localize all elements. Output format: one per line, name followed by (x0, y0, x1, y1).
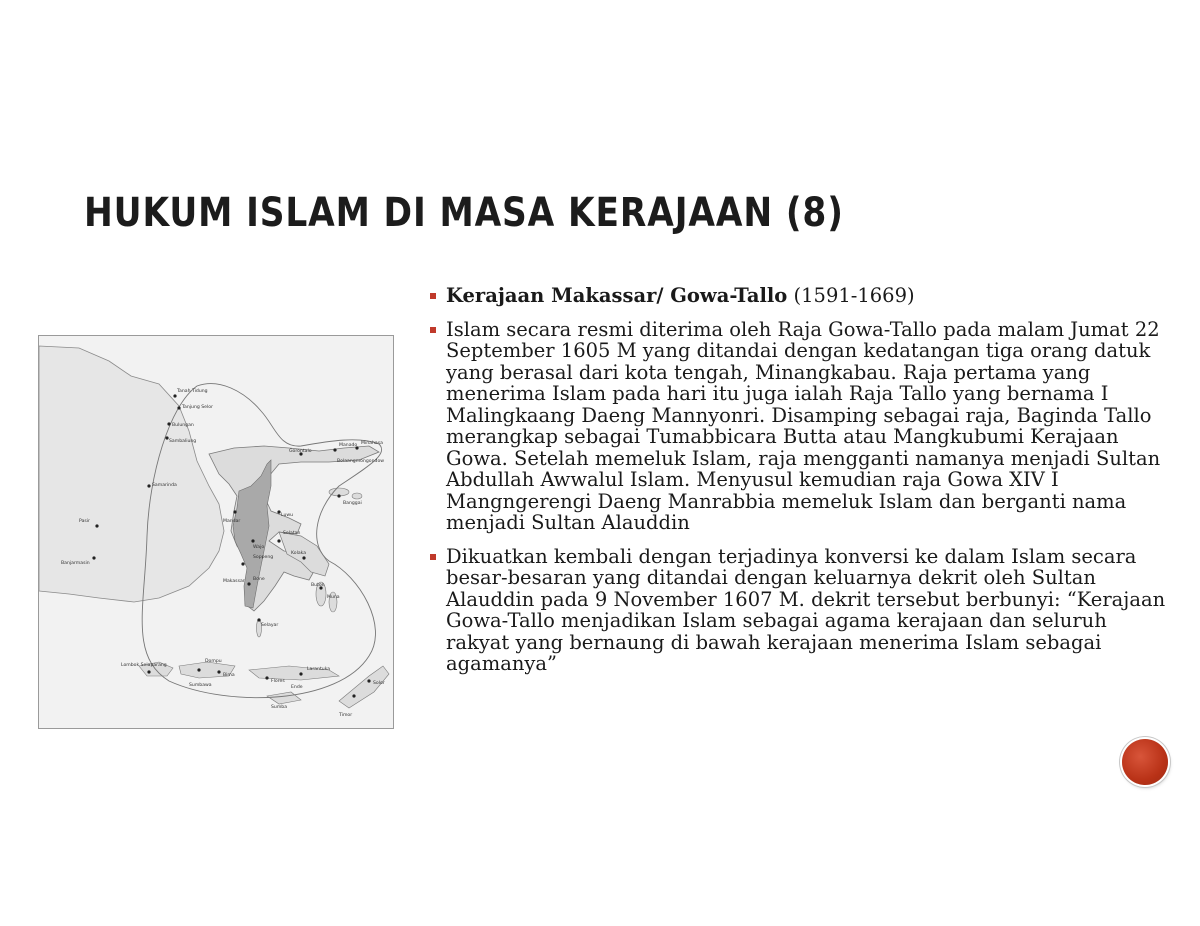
bullet-item (430, 319, 1170, 534)
map-label: Ende (291, 685, 303, 690)
bullet-marker-icon (430, 554, 436, 560)
map-label: Samarinda (152, 483, 177, 488)
map-label: Wajo (253, 545, 265, 550)
map-label: Gorontalo (289, 449, 312, 454)
bullet-heading-years: (1591-1669) (787, 284, 915, 307)
bullet-marker-icon (430, 293, 436, 299)
map-label: Minahasa (361, 441, 383, 446)
map-label: Larantuka (307, 667, 331, 672)
sulawesi-map (39, 336, 393, 728)
bullet-item (430, 285, 1170, 307)
bullet-marker-icon (430, 327, 436, 333)
map-label: Muna (327, 595, 340, 600)
bullet-list (430, 285, 1170, 687)
map-label: Timor (339, 713, 353, 718)
map-label: Bolaangmongondow (337, 459, 385, 464)
map-label: Bone (253, 577, 265, 582)
bullet-item (430, 546, 1170, 675)
bullet-text: Dikuatkan kembali dengan terjadinya konversi ke dalam Islam secara besar-besaran yang ditandai dengan keluarnya dekrit oleh Sultan Alauddin pada 9 November 1607 M. dekrit tersebut berbunyi: “Kerajaan Gowa-Tallo menjadikan Islam sebagai agama kerajaan dan seluruh rakyat yang bernaung di bawah kerajaan menerima Islam sebagai agamanya” (446, 544, 1166, 675)
map-label: Manado (339, 443, 358, 448)
map-label: Luwu (281, 513, 294, 518)
bullet-text: Islam secara resmi diterima oleh Raja Gowa-Tallo pada malam Jumat 22 September 1605 M yang ditandai dengan kedatangan tiga orang datuk yang berasal dari kota tengah, Minangkabau. Raja pertama yang menerima Islam pada hari itu juga ialah Raja Tallo yang bernama I Malingkaang Daeng Mannyonri. Disamping sebagai raja, Baginda Tallo merangkap sebagai Tumabbicara Butta atau Mangkubumi Kerajaan Gowa. Setelah memeluk Islam, raja mengganti namanya menjadi Sultan Abdullah Awwalul Islam. Menyusul kemudian raja Gowa XIV I Mangngerengi Daeng Manrabbia memeluk Islam dan berganti nama menjadi Sultan Alauddin (446, 317, 1161, 534)
map-figure (38, 335, 394, 729)
slide-title: HUKUM ISLAM DI MASA KERAJAAN (8) (84, 190, 844, 236)
map-label: Buton (311, 583, 325, 588)
bullet-heading: Kerajaan Makassar/ Gowa-Tallo (446, 284, 788, 307)
map-label: Dompu (205, 659, 222, 664)
map-label: Pasir (79, 519, 90, 524)
map-label: Banjarmasin (61, 561, 90, 566)
map-label: Bima (223, 673, 235, 678)
map-label: Selayar (261, 623, 279, 628)
map-label: Solor (373, 681, 385, 686)
map-label: Bulungan (172, 423, 194, 428)
map-label: Lombok Selaparang (121, 663, 167, 668)
map-label: Kolaka (291, 551, 307, 556)
map-label: Banggai (343, 501, 362, 506)
map-label: Mandar (223, 519, 241, 524)
map-label: Selatan (283, 531, 301, 536)
map-label: Sumba (271, 705, 288, 710)
circle-button-icon[interactable] (1122, 739, 1168, 785)
map-label: Tanjung Selor (182, 405, 213, 410)
map-label: Soppeng (253, 555, 274, 560)
map-label: Tanah Tidung (177, 389, 208, 394)
map-label: Sambaliung (169, 439, 197, 444)
map-label: Sumbawa (189, 683, 212, 688)
map-label: Flores (271, 679, 285, 684)
map-label: Makassar (223, 579, 245, 584)
